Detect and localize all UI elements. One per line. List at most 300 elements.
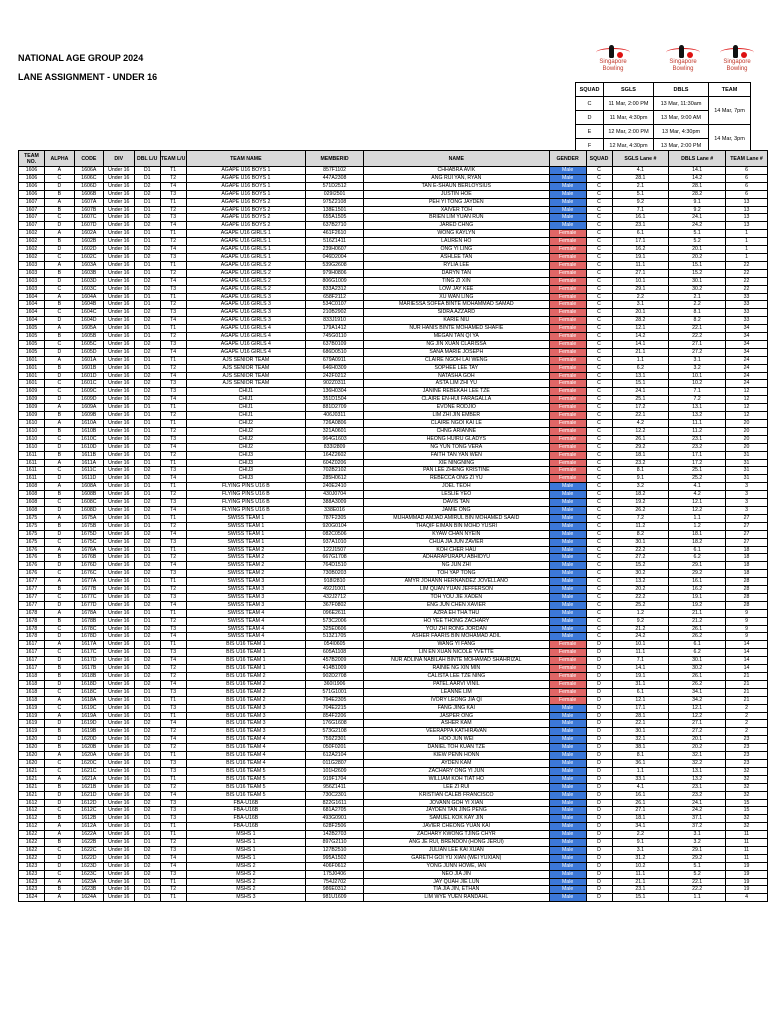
table-row bbox=[19, 277, 768, 285]
alpha-cell: B bbox=[44, 744, 74, 752]
sgls-lane-cell: 24.2 bbox=[612, 633, 669, 641]
team-lu-cell: T2 bbox=[160, 427, 186, 435]
team-lane-cell: 13 bbox=[726, 222, 768, 230]
code-cell: 1620D bbox=[74, 736, 103, 744]
team-name-cell: BIS U16 TEAM 4 bbox=[186, 759, 306, 767]
team-lu-cell: T2 bbox=[160, 617, 186, 625]
team-name-cell: AGAPE U16 BOYS 1 bbox=[186, 182, 306, 190]
sgls-time-cell: 12 Mar, 4:30pm bbox=[604, 139, 654, 153]
dbls-lane-cell: 8.2 bbox=[669, 317, 726, 325]
sgls-lane-cell: 27.2 bbox=[612, 554, 669, 562]
name-cell: JULIAN LEE KAI XUAN bbox=[363, 846, 549, 854]
div-cell: Under 16 bbox=[103, 269, 134, 277]
table-row bbox=[19, 253, 768, 261]
dbls-lane-cell: 22.1 bbox=[669, 325, 726, 333]
dbls-lane-cell: 25.1 bbox=[669, 467, 726, 475]
div-cell: Under 16 bbox=[103, 285, 134, 293]
team-name-cell: FLYING PINS U16 B bbox=[186, 483, 306, 491]
table-row bbox=[19, 633, 768, 641]
div-cell: Under 16 bbox=[103, 704, 134, 712]
alpha-cell: A bbox=[44, 167, 74, 175]
gender-cell: Male bbox=[549, 214, 586, 222]
name-cell: CLAIRE NGOI KAI LE bbox=[363, 420, 549, 428]
squad-cell: C bbox=[586, 546, 612, 554]
alpha-cell: C bbox=[44, 704, 74, 712]
table-row bbox=[19, 657, 768, 665]
sgls-lane-cell: 22.2 bbox=[612, 546, 669, 554]
gender-cell: Female bbox=[549, 412, 586, 420]
dbl-lu-cell: D2 bbox=[134, 530, 160, 538]
gender-cell: Male bbox=[549, 791, 586, 799]
team-name-cell: AGAPE U16 GIRLS 4 bbox=[186, 340, 306, 348]
team-no-cell: 1618 bbox=[19, 680, 45, 688]
dbl-lu-cell: D1 bbox=[134, 174, 160, 182]
dbls-lane-cell: 29.2 bbox=[669, 570, 726, 578]
alpha-cell: C bbox=[44, 340, 74, 348]
sgls-lane-cell: 10.2 bbox=[612, 862, 669, 870]
name-cell: CHNG ARIANNE bbox=[363, 427, 549, 435]
alpha-cell: C bbox=[44, 467, 74, 475]
member-id-cell: 833I2809 bbox=[306, 443, 364, 451]
member-id-cell: 764D1510 bbox=[306, 562, 364, 570]
dbls-lane-cell: 4.1 bbox=[669, 483, 726, 491]
team-no-cell: 1605 bbox=[19, 340, 45, 348]
team-no-cell: 1605 bbox=[19, 325, 45, 333]
gender-cell: Male bbox=[549, 894, 586, 902]
sgls-lane-cell: 25.1 bbox=[612, 396, 669, 404]
team-no-cell: 1607 bbox=[19, 206, 45, 214]
table-row bbox=[19, 372, 768, 380]
dbl-lu-cell: D2 bbox=[134, 625, 160, 633]
member-id-cell: 730B0203 bbox=[306, 570, 364, 578]
name-cell: IVORY LEONG JIA QI bbox=[363, 696, 549, 704]
alpha-cell: A bbox=[44, 404, 74, 412]
dbl-lu-cell: D1 bbox=[134, 230, 160, 238]
name-cell: SAMUEL KOK KAY JIN bbox=[363, 815, 549, 823]
squad-cell: C bbox=[586, 388, 612, 396]
alpha-cell: D bbox=[44, 791, 74, 799]
squad-cell: C bbox=[586, 222, 612, 230]
squad-cell: C bbox=[586, 427, 612, 435]
team-lane-cell: 11 bbox=[726, 854, 768, 862]
squad-cell: D bbox=[586, 799, 612, 807]
gender-cell: Female bbox=[549, 435, 586, 443]
member-id-cell: 573G2108 bbox=[306, 728, 364, 736]
squad-cell: C bbox=[586, 538, 612, 546]
team-no-cell: 1675 bbox=[19, 530, 45, 538]
team-lu-cell: T1 bbox=[160, 420, 186, 428]
dbl-lu-cell: D2 bbox=[134, 720, 160, 728]
member-id-cell: 686D0510 bbox=[306, 348, 364, 356]
member-id-cell: 745G0110 bbox=[306, 333, 364, 341]
div-cell: Under 16 bbox=[103, 522, 134, 530]
member-id-cell: 461F2610 bbox=[306, 230, 364, 238]
div-cell: Under 16 bbox=[103, 388, 134, 396]
sgls-lane-cell: 23.2 bbox=[612, 459, 669, 467]
div-cell: Under 16 bbox=[103, 767, 134, 775]
div-cell: Under 16 bbox=[103, 404, 134, 412]
dbls-lane-cell: 30.2 bbox=[669, 665, 726, 673]
gender-cell: Male bbox=[549, 759, 586, 767]
member-id-cell: 571D2512 bbox=[306, 182, 364, 190]
code-cell: 1604C bbox=[74, 309, 103, 317]
alpha-cell: C bbox=[44, 688, 74, 696]
member-id-cell: 406F0612 bbox=[306, 862, 364, 870]
team-lane-cell: 32 bbox=[726, 791, 768, 799]
alpha-cell: A bbox=[44, 775, 74, 783]
code-cell: 1611A bbox=[74, 459, 103, 467]
table-row bbox=[19, 736, 768, 744]
team-lane-cell: 27 bbox=[726, 538, 768, 546]
team-lane-cell: 34 bbox=[726, 340, 768, 348]
team-lu-cell: T3 bbox=[160, 435, 186, 443]
name-cell: JAMIE ONG bbox=[363, 506, 549, 514]
dbls-lane-cell: 24.1 bbox=[669, 214, 726, 222]
team-lane-cell: 33 bbox=[726, 309, 768, 317]
column-header: TEAM L/U bbox=[160, 151, 186, 167]
team-lu-cell: T3 bbox=[160, 799, 186, 807]
alpha-cell: A bbox=[44, 483, 74, 491]
code-cell: 1678A bbox=[74, 609, 103, 617]
name-cell: LIN EN XUAN NICOLE YVETTE bbox=[363, 649, 549, 657]
name-cell: KIEW PENN HONN bbox=[363, 752, 549, 760]
squad-cell: C bbox=[586, 514, 612, 522]
name-cell: KYAW CHAN NYEIN bbox=[363, 530, 549, 538]
div-cell: Under 16 bbox=[103, 214, 134, 222]
team-lane-cell: 2 bbox=[726, 704, 768, 712]
sgls-lane-cell: 8.1 bbox=[612, 752, 669, 760]
member-id-cell: 667G1708 bbox=[306, 554, 364, 562]
dbl-lu-cell: D1 bbox=[134, 831, 160, 839]
dbl-lu-cell: D2 bbox=[134, 570, 160, 578]
table-row bbox=[19, 554, 768, 562]
team-lu-cell: T1 bbox=[160, 167, 186, 175]
table-row bbox=[19, 728, 768, 736]
team-lane-cell: 24 bbox=[726, 380, 768, 388]
squad-cell: C bbox=[586, 301, 612, 309]
member-id-cell: 534C0107 bbox=[306, 301, 364, 309]
table-row bbox=[19, 601, 768, 609]
team-lu-cell: T1 bbox=[160, 878, 186, 886]
gender-cell: Male bbox=[549, 625, 586, 633]
sgls-lane-cell: 21.1 bbox=[612, 878, 669, 886]
code-cell: 1601B bbox=[74, 364, 103, 372]
squad-cell: C bbox=[586, 238, 612, 246]
team-lu-cell: T1 bbox=[160, 696, 186, 704]
logo-text-line1: Singapore bbox=[599, 59, 627, 65]
code-cell: 1620C bbox=[74, 759, 103, 767]
code-cell: 1608A bbox=[74, 483, 103, 491]
sgls-lane-cell: 17.1 bbox=[612, 238, 669, 246]
team-name-cell: BIS U16 TEAM 5 bbox=[186, 783, 306, 791]
table-row bbox=[19, 862, 768, 870]
table-row bbox=[19, 261, 768, 269]
div-cell: Under 16 bbox=[103, 807, 134, 815]
team-no-cell: 1678 bbox=[19, 617, 45, 625]
sgls-lane-cell: 12.1 bbox=[612, 696, 669, 704]
sgls-lane-cell: 30.2 bbox=[612, 570, 669, 578]
team-lu-cell: T3 bbox=[160, 388, 186, 396]
squad-cell: D bbox=[586, 807, 612, 815]
sgls-lane-cell: 2.2 bbox=[612, 293, 669, 301]
team-no-cell: 1618 bbox=[19, 696, 45, 704]
div-cell: Under 16 bbox=[103, 617, 134, 625]
dbl-lu-cell: D2 bbox=[134, 277, 160, 285]
member-id-cell: 539G2608 bbox=[306, 261, 364, 269]
team-name-cell: SWISS TEAM 2 bbox=[186, 554, 306, 562]
squad-cell: D bbox=[576, 111, 604, 125]
squad-cell: C bbox=[586, 190, 612, 198]
squad-cell: C bbox=[586, 198, 612, 206]
member-id-cell: 975Z2108 bbox=[306, 198, 364, 206]
team-lane-cell: 31 bbox=[726, 475, 768, 483]
dbl-lu-cell: D2 bbox=[134, 317, 160, 325]
squad-cell: C bbox=[586, 601, 612, 609]
team-no-cell: 1608 bbox=[19, 499, 45, 507]
div-cell: Under 16 bbox=[103, 380, 134, 388]
team-name-cell: MSHS 2 bbox=[186, 878, 306, 886]
gender-cell: Female bbox=[549, 467, 586, 475]
team-no-cell: 1617 bbox=[19, 665, 45, 673]
div-cell: Under 16 bbox=[103, 190, 134, 198]
code-cell: 1609C bbox=[74, 388, 103, 396]
team-lane-cell: 12 bbox=[726, 404, 768, 412]
div-cell: Under 16 bbox=[103, 238, 134, 246]
member-id-cell: 046D2004 bbox=[306, 253, 364, 261]
dbls-lane-cell: 10.1 bbox=[669, 372, 726, 380]
table-row bbox=[19, 364, 768, 372]
team-lu-cell: T3 bbox=[160, 593, 186, 601]
table-row bbox=[19, 230, 768, 238]
gender-cell: Male bbox=[549, 831, 586, 839]
alpha-cell: C bbox=[44, 214, 74, 222]
div-cell: Under 16 bbox=[103, 854, 134, 862]
div-cell: Under 16 bbox=[103, 712, 134, 720]
name-cell: DARYN TAN bbox=[363, 269, 549, 277]
team-lane-cell: 33 bbox=[726, 301, 768, 309]
dbls-lane-cell: 18.1 bbox=[669, 530, 726, 538]
member-id-cell: 138E1501 bbox=[306, 206, 364, 214]
gender-cell: Female bbox=[549, 680, 586, 688]
team-lu-cell: T3 bbox=[160, 309, 186, 317]
member-id-cell: 919F1704 bbox=[306, 775, 364, 783]
dbls-lane-cell: 29.2 bbox=[669, 854, 726, 862]
sgls-lane-cell: 9.1 bbox=[612, 475, 669, 483]
div-cell: Under 16 bbox=[103, 222, 134, 230]
sgls-lane-cell: 26.1 bbox=[612, 435, 669, 443]
team-no-cell: 1610 bbox=[19, 420, 45, 428]
gender-cell: Female bbox=[549, 420, 586, 428]
div-cell: Under 16 bbox=[103, 578, 134, 586]
dbl-lu-cell: D2 bbox=[134, 728, 160, 736]
dbl-lu-cell: D2 bbox=[134, 388, 160, 396]
div-cell: Under 16 bbox=[103, 665, 134, 673]
squad-cell: D bbox=[586, 641, 612, 649]
dbl-lu-cell: D2 bbox=[134, 190, 160, 198]
team-lane-cell: 1 bbox=[726, 238, 768, 246]
team-lu-cell: T4 bbox=[160, 182, 186, 190]
gender-cell: Female bbox=[549, 261, 586, 269]
team-lu-cell: T1 bbox=[160, 356, 186, 364]
dbl-lu-cell: D2 bbox=[134, 506, 160, 514]
table-row bbox=[19, 451, 768, 459]
table-row bbox=[19, 870, 768, 878]
div-cell: Under 16 bbox=[103, 293, 134, 301]
table-row bbox=[19, 704, 768, 712]
alpha-cell: C bbox=[44, 499, 74, 507]
team-no-cell: 1620 bbox=[19, 759, 45, 767]
member-id-cell: 242F0212 bbox=[306, 372, 364, 380]
table-row bbox=[19, 404, 768, 412]
alpha-cell: B bbox=[44, 451, 74, 459]
team-no-cell: 1603 bbox=[19, 285, 45, 293]
table-row bbox=[19, 886, 768, 894]
code-cell: 1609A bbox=[74, 404, 103, 412]
team-no-cell: 1678 bbox=[19, 609, 45, 617]
dbls-lane-cell: 23.1 bbox=[669, 783, 726, 791]
team-lane-cell: 21 bbox=[726, 673, 768, 681]
team-lane-cell: 19 bbox=[726, 862, 768, 870]
table-row bbox=[19, 720, 768, 728]
team-no-cell: 1619 bbox=[19, 704, 45, 712]
dbl-lu-cell: D1 bbox=[134, 333, 160, 341]
table-row bbox=[19, 190, 768, 198]
team-name-cell: AGAPE U16 GIRLS 2 bbox=[186, 277, 306, 285]
team-no-cell: 1611 bbox=[19, 467, 45, 475]
sgls-lane-cell: 3.2 bbox=[612, 483, 669, 491]
table-row bbox=[19, 617, 768, 625]
team-name-cell: MSHS 1 bbox=[186, 854, 306, 862]
code-cell: 1617D bbox=[74, 657, 103, 665]
dbls-lane-cell: 7.2 bbox=[669, 396, 726, 404]
squad-cell: C bbox=[586, 174, 612, 182]
alpha-cell: B bbox=[44, 206, 74, 214]
dbls-lane-cell: 23.2 bbox=[669, 443, 726, 451]
alpha-cell: D bbox=[44, 736, 74, 744]
dbls-lane-cell: 6.2 bbox=[669, 554, 726, 562]
dbls-lane-cell: 13.2 bbox=[669, 775, 726, 783]
team-lane-cell: 27 bbox=[726, 514, 768, 522]
alpha-cell: A bbox=[44, 894, 74, 902]
team-lu-cell: T1 bbox=[160, 546, 186, 554]
team-lane-cell: 21 bbox=[726, 680, 768, 688]
div-cell: Under 16 bbox=[103, 839, 134, 847]
dbls-lane-cell: 6.1 bbox=[669, 641, 726, 649]
name-cell: CHHABRA AVIK bbox=[363, 167, 549, 175]
dbls-lane-cell: 5.2 bbox=[669, 870, 726, 878]
name-cell: MEGAN TAN QI YA bbox=[363, 333, 549, 341]
sgls-time-cell: 11 Mar, 4:30pm bbox=[604, 111, 654, 125]
gender-cell: Male bbox=[549, 823, 586, 831]
team-lu-cell: T2 bbox=[160, 206, 186, 214]
squad-cell: D bbox=[586, 783, 612, 791]
squad-cell: C bbox=[586, 182, 612, 190]
dbls-lane-cell: 13.2 bbox=[669, 412, 726, 420]
team-no-cell: 1601 bbox=[19, 380, 45, 388]
team-no-cell: 1604 bbox=[19, 317, 45, 325]
div-cell: Under 16 bbox=[103, 728, 134, 736]
member-id-cell: 646H0309 bbox=[306, 364, 364, 372]
code-cell: 1604A bbox=[74, 293, 103, 301]
team-lane-cell: 11 bbox=[726, 839, 768, 847]
table-row bbox=[19, 894, 768, 902]
column-header: TEAM Lane # bbox=[726, 151, 768, 167]
column-header: GENDER bbox=[549, 151, 586, 167]
team-lane-cell: 14 bbox=[726, 649, 768, 657]
dbls-lane-cell: 22.1 bbox=[669, 878, 726, 886]
member-id-cell: 787F2305 bbox=[306, 514, 364, 522]
member-id-cell: 681A2705 bbox=[306, 807, 364, 815]
team-lu-cell: T4 bbox=[160, 862, 186, 870]
code-cell: 1612B bbox=[74, 815, 103, 823]
team-no-cell: 1676 bbox=[19, 570, 45, 578]
team-name-cell: MSHS 3 bbox=[186, 894, 306, 902]
gender-cell: Male bbox=[549, 483, 586, 491]
dbl-lu-cell: D1 bbox=[134, 617, 160, 625]
team-lane-cell: 24 bbox=[726, 356, 768, 364]
team-lu-cell: T3 bbox=[160, 340, 186, 348]
member-id-cell: 902D2708 bbox=[306, 673, 364, 681]
div-cell: Under 16 bbox=[103, 649, 134, 657]
team-name-cell: AJS SENIOR TEAM bbox=[186, 372, 306, 380]
gender-cell: Female bbox=[549, 427, 586, 435]
name-cell: GARETH GOI YU XIAN (WEI YUXIAN) bbox=[363, 854, 549, 862]
code-cell: 1601A bbox=[74, 356, 103, 364]
alpha-cell: D bbox=[44, 633, 74, 641]
gender-cell: Female bbox=[549, 317, 586, 325]
code-cell: 1608C bbox=[74, 499, 103, 507]
name-cell: YONG JUNN HOWE, IAN bbox=[363, 862, 549, 870]
column-header: SGLS Lane # bbox=[612, 151, 669, 167]
sgls-lane-cell: 2.1 bbox=[612, 182, 669, 190]
alpha-cell: A bbox=[44, 420, 74, 428]
name-cell: ADHARAPURAPU ABHIDYU bbox=[363, 554, 549, 562]
team-lane-cell: 28 bbox=[726, 578, 768, 586]
div-cell: Under 16 bbox=[103, 277, 134, 285]
team-lane-cell: 1 bbox=[726, 230, 768, 238]
team-no-cell: 1601 bbox=[19, 372, 45, 380]
div-cell: Under 16 bbox=[103, 759, 134, 767]
sgls-lane-cell: 31.2 bbox=[612, 854, 669, 862]
div-cell: Under 16 bbox=[103, 570, 134, 578]
team-no-cell: 1604 bbox=[19, 309, 45, 317]
name-cell: LIM ZHI JIN EMBER bbox=[363, 412, 549, 420]
alpha-cell: C bbox=[44, 759, 74, 767]
squad-cell: C bbox=[586, 356, 612, 364]
team-lane-cell: 31 bbox=[726, 467, 768, 475]
alpha-cell: B bbox=[44, 238, 74, 246]
squad-cell: D bbox=[586, 862, 612, 870]
squad-cell: D bbox=[586, 878, 612, 886]
div-cell: Under 16 bbox=[103, 372, 134, 380]
name-cell: XAIVER TOH bbox=[363, 206, 549, 214]
gender-cell: Male bbox=[549, 870, 586, 878]
squad-cell: C bbox=[586, 578, 612, 586]
div-cell: Under 16 bbox=[103, 435, 134, 443]
name-cell: REBECCA ONG ZI YU bbox=[363, 475, 549, 483]
team-lu-cell: T4 bbox=[160, 317, 186, 325]
name-cell: ANG RUI YAN, RYAN bbox=[363, 174, 549, 182]
team-lu-cell: T2 bbox=[160, 412, 186, 420]
team-lu-cell: T3 bbox=[160, 214, 186, 222]
code-cell: 1603D bbox=[74, 277, 103, 285]
code-cell: 1618C bbox=[74, 688, 103, 696]
dbls-lane-cell: 30.1 bbox=[669, 277, 726, 285]
team-no-cell: 1612 bbox=[19, 815, 45, 823]
member-id-cell: 881D2709 bbox=[306, 404, 364, 412]
dbls-lane-cell: 19.2 bbox=[669, 601, 726, 609]
member-id-cell: 918I2810 bbox=[306, 578, 364, 586]
